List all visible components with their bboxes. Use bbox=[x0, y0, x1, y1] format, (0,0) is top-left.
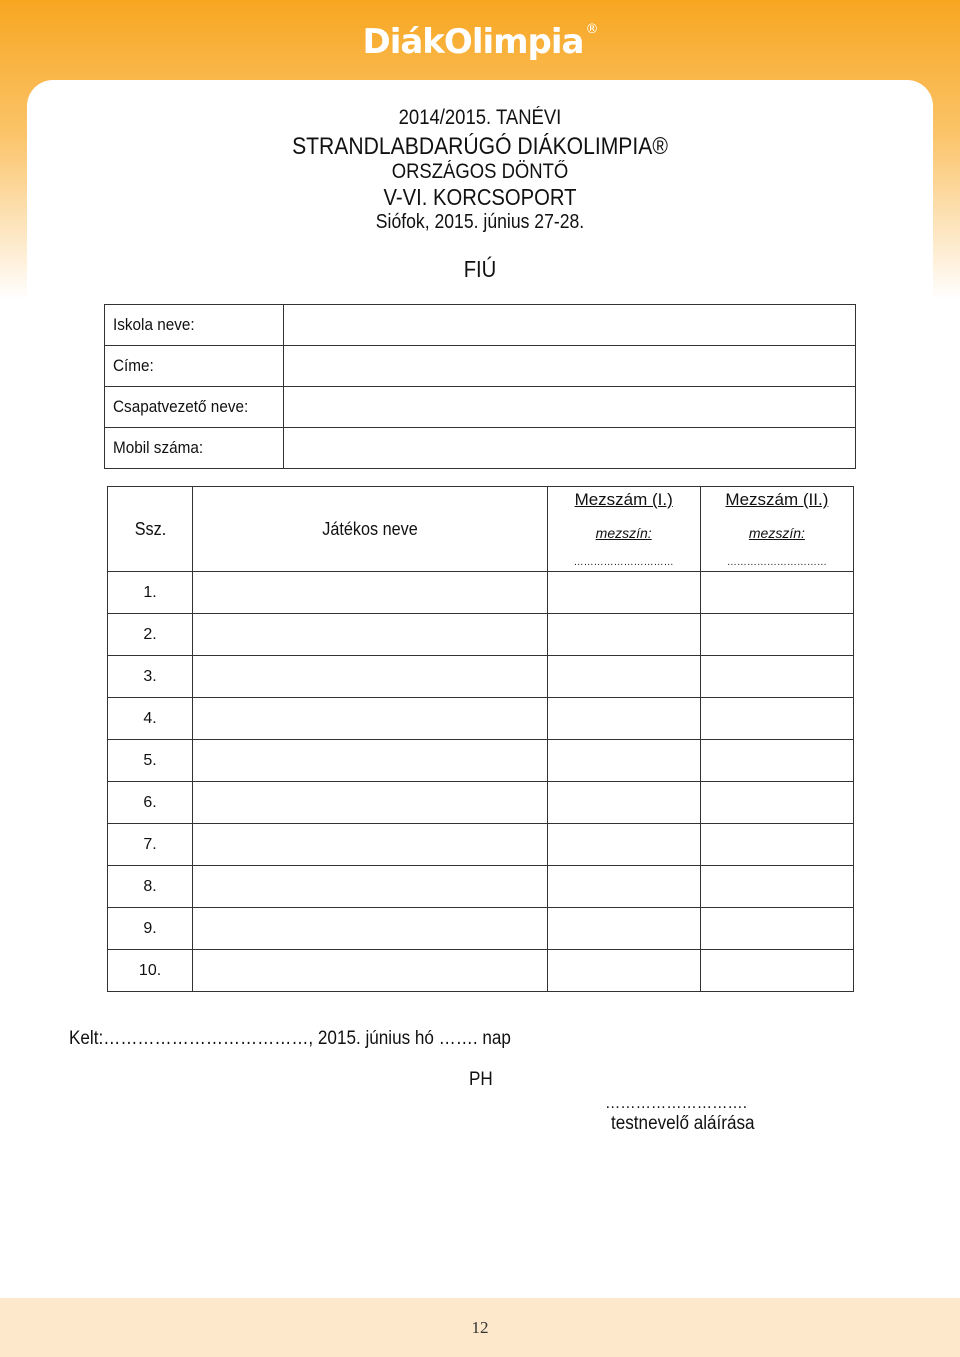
col-name-header: Játékos neve bbox=[193, 487, 547, 572]
jersey2-color-label: mezszín: bbox=[748, 525, 805, 541]
row-number: 7. bbox=[108, 824, 193, 866]
row-number: 5. bbox=[108, 740, 193, 782]
jersey2-field[interactable] bbox=[700, 866, 853, 908]
competition-stage: ORSZÁGOS DÖNTŐ bbox=[391, 160, 569, 183]
place-date: Siófok, 2015. június 27-28. bbox=[375, 211, 585, 233]
jersey2-field[interactable] bbox=[700, 908, 853, 950]
diakolimpia-logo bbox=[0, 22, 960, 62]
jersey1-field[interactable] bbox=[547, 698, 700, 740]
player-name-field[interactable] bbox=[193, 656, 547, 698]
player-name-field[interactable] bbox=[193, 950, 547, 992]
jersey1-field[interactable] bbox=[547, 656, 700, 698]
player-name-field[interactable] bbox=[193, 824, 547, 866]
jersey1-field[interactable] bbox=[547, 614, 700, 656]
player-name-field[interactable] bbox=[193, 908, 547, 950]
player-name-field[interactable] bbox=[193, 740, 547, 782]
jersey1-field[interactable] bbox=[547, 740, 700, 782]
jersey2-field[interactable] bbox=[700, 740, 853, 782]
player-name-field[interactable] bbox=[193, 614, 547, 656]
jersey2-field[interactable] bbox=[700, 782, 853, 824]
player-name-field[interactable] bbox=[193, 866, 547, 908]
jersey1-color-field[interactable]: ………………………… bbox=[573, 557, 674, 568]
jersey2-field[interactable] bbox=[700, 656, 853, 698]
jersey1-field[interactable] bbox=[547, 866, 700, 908]
col-ssz-header: Ssz. bbox=[108, 487, 193, 572]
player-row bbox=[108, 866, 854, 908]
team-leader-row bbox=[105, 387, 856, 428]
col-jersey1-header bbox=[547, 487, 700, 572]
registered-mark: ® bbox=[585, 22, 598, 37]
row-number: 10. bbox=[108, 950, 193, 992]
jersey2-field[interactable] bbox=[700, 950, 853, 992]
row-number: 2. bbox=[108, 614, 193, 656]
player-name-field[interactable] bbox=[193, 698, 547, 740]
jersey1-field[interactable] bbox=[547, 572, 700, 614]
logo-text: DiákOlimpia bbox=[362, 22, 584, 62]
age-group: V-VI. KORCSOPORT bbox=[383, 184, 577, 210]
player-row bbox=[108, 782, 854, 824]
player-row bbox=[108, 824, 854, 866]
address-label: Címe: bbox=[105, 346, 284, 387]
school-year: 2014/2015. TANÉVI bbox=[398, 106, 562, 129]
jersey2-color-field[interactable]: ………………………… bbox=[726, 557, 827, 568]
school-name-row bbox=[105, 305, 856, 346]
player-row bbox=[108, 656, 854, 698]
jersey2-field[interactable] bbox=[700, 572, 853, 614]
page-number: 12 bbox=[471, 1318, 489, 1337]
gender-label: FIÚ bbox=[463, 256, 497, 282]
row-number: 8. bbox=[108, 866, 193, 908]
jersey1-title: Mezszám (I.) bbox=[574, 490, 673, 509]
competition-title: STRANDLABDARÚGÓ DIÁKOLIMPIA® bbox=[292, 133, 668, 160]
player-row bbox=[108, 740, 854, 782]
players-header-row bbox=[108, 487, 854, 572]
jersey2-title: Mezszám (II.) bbox=[725, 490, 829, 509]
players-table bbox=[107, 486, 854, 992]
jersey1-field[interactable] bbox=[547, 950, 700, 992]
player-row bbox=[108, 614, 854, 656]
address-field[interactable] bbox=[284, 346, 856, 387]
signature-label: testnevelő aláírása bbox=[611, 1113, 755, 1134]
school-info-table bbox=[104, 304, 856, 469]
mobile-label: Mobil száma: bbox=[105, 428, 284, 469]
jersey1-field[interactable] bbox=[547, 782, 700, 824]
player-row bbox=[108, 698, 854, 740]
jersey1-field[interactable] bbox=[547, 824, 700, 866]
row-number: 4. bbox=[108, 698, 193, 740]
address-row bbox=[105, 346, 856, 387]
row-number: 6. bbox=[108, 782, 193, 824]
jersey2-field[interactable] bbox=[700, 824, 853, 866]
player-row bbox=[108, 908, 854, 950]
row-number: 3. bbox=[108, 656, 193, 698]
team-leader-field[interactable] bbox=[284, 387, 856, 428]
date-line: Kelt:………………………………, 2015. június hó ……. nap bbox=[69, 1028, 511, 1049]
mobile-field[interactable] bbox=[284, 428, 856, 469]
school-name-label: Iskola neve: bbox=[105, 305, 284, 346]
player-name-field[interactable] bbox=[193, 782, 547, 824]
row-number: 9. bbox=[108, 908, 193, 950]
school-name-field[interactable] bbox=[284, 305, 856, 346]
player-name-field[interactable] bbox=[193, 572, 547, 614]
player-row bbox=[108, 950, 854, 992]
signature-line: ………………………. bbox=[605, 1093, 747, 1112]
mobile-row bbox=[105, 428, 856, 469]
team-leader-label: Csapatvezető neve: bbox=[105, 387, 284, 428]
player-row bbox=[108, 572, 854, 614]
jersey2-field[interactable] bbox=[700, 614, 853, 656]
jersey1-color-label: mezszín: bbox=[595, 525, 652, 541]
row-number: 1. bbox=[108, 572, 193, 614]
jersey1-field[interactable] bbox=[547, 908, 700, 950]
col-jersey2-header bbox=[700, 487, 853, 572]
jersey2-field[interactable] bbox=[700, 698, 853, 740]
stamp-label: PH bbox=[469, 1069, 493, 1090]
